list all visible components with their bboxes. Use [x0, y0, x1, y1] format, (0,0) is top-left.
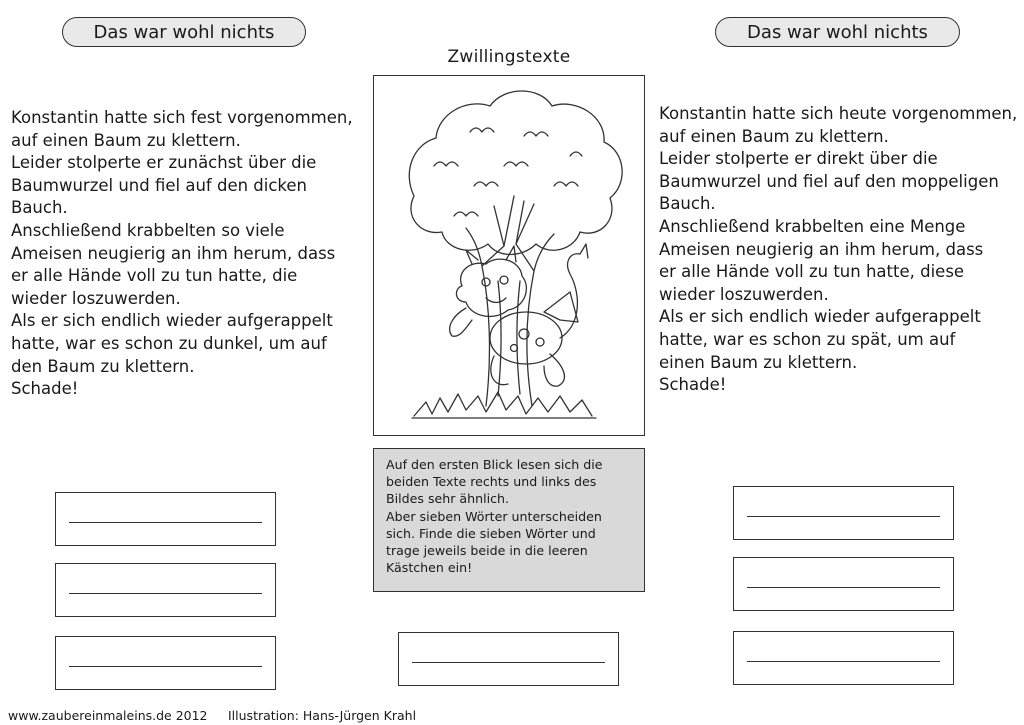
answer-line — [69, 666, 262, 667]
answer-box[interactable] — [733, 557, 954, 611]
story-line: er alle Hände voll zu tun hatte, diese — [659, 262, 965, 282]
answer-box[interactable] — [733, 486, 954, 540]
story-line: Baumwurzel und fiel auf den dicken — [11, 175, 308, 195]
story-line: den Baum zu klettern. — [11, 356, 195, 376]
answer-line — [747, 587, 940, 588]
instruction-line: Kästchen ein! — [386, 560, 473, 576]
story-line: Bauch. — [11, 198, 68, 218]
answer-line — [412, 662, 605, 663]
story-line: Als er sich endlich wieder aufgerappelt — [659, 307, 981, 327]
answer-box[interactable] — [733, 631, 954, 685]
answer-box[interactable] — [398, 632, 619, 686]
footer-url: www.zaubereinmaleins.de 2012 — [8, 708, 208, 723]
story-line: Schade! — [11, 379, 79, 399]
story-line: wieder loszuwerden. — [11, 288, 181, 308]
story-line: wieder loszuwerden. — [659, 284, 829, 304]
instruction-line: Auf den ersten Blick lesen sich die — [386, 457, 603, 472]
center-heading: Zwillingstexte — [447, 47, 571, 67]
story-line: Ameisen neugierig an ihm herum, dass — [11, 243, 336, 263]
story-line: Ameisen neugierig an ihm herum, dass — [659, 239, 984, 259]
story-line: Konstantin hatte sich heute vorgenommen, — [659, 104, 1018, 123]
right-story-text — [659, 103, 1017, 397]
story-line: hatte, war es schon zu spät, um auf — [659, 329, 956, 349]
story-line: Leider stolperte er direkt über die — [659, 149, 938, 169]
instruction-line: Aber sieben Wörter unterscheiden — [386, 508, 602, 524]
answer-box[interactable] — [55, 563, 276, 617]
story-line: Als er sich endlich wieder aufgerappelt — [11, 311, 333, 331]
story-line: Anschließend krabbelten so viele — [11, 220, 285, 240]
answer-line — [69, 522, 262, 523]
story-line: Schade! — [659, 375, 727, 395]
instruction-line: beiden Texte rechts und links des — [386, 474, 597, 490]
story-line: hatte, war es schon zu dunkel, um auf — [11, 333, 327, 353]
answer-line — [747, 661, 940, 662]
instruction-line: sich. Finde die sieben Wörter und — [386, 525, 596, 541]
title-left: Das war wohl nichts — [62, 17, 306, 47]
title-right: Das war wohl nichts — [715, 17, 960, 47]
story-line: Baumwurzel und fiel auf den moppeligen — [659, 171, 999, 191]
answer-line — [69, 593, 262, 594]
illustration-frame — [373, 75, 645, 436]
left-story-text — [11, 107, 353, 401]
story-line: einen Baum zu klettern. — [659, 352, 858, 372]
answer-box[interactable] — [55, 492, 276, 546]
answer-box[interactable] — [55, 636, 276, 690]
instruction-line: trage jeweils beide in die leeren — [386, 543, 588, 559]
story-line: Konstantin hatte sich fest vorgenommen, — [11, 108, 353, 127]
instruction-box — [373, 448, 645, 592]
story-line: Bauch. — [659, 194, 716, 214]
story-line: auf einen Baum zu klettern. — [11, 130, 241, 150]
answer-line — [747, 516, 940, 517]
footer-credit: Illustration: Hans-Jürgen Krahl — [228, 708, 417, 723]
tree-and-dragon-illustration — [374, 76, 643, 434]
story-line: Leider stolperte er zunächst über die — [11, 153, 317, 173]
story-line: Anschließend krabbelten eine Menge — [659, 216, 966, 236]
instruction-line: Bildes sehr ähnlich. — [386, 491, 510, 507]
story-line: er alle Hände voll zu tun hatte, die — [11, 266, 298, 286]
story-line: auf einen Baum zu klettern. — [659, 126, 889, 146]
